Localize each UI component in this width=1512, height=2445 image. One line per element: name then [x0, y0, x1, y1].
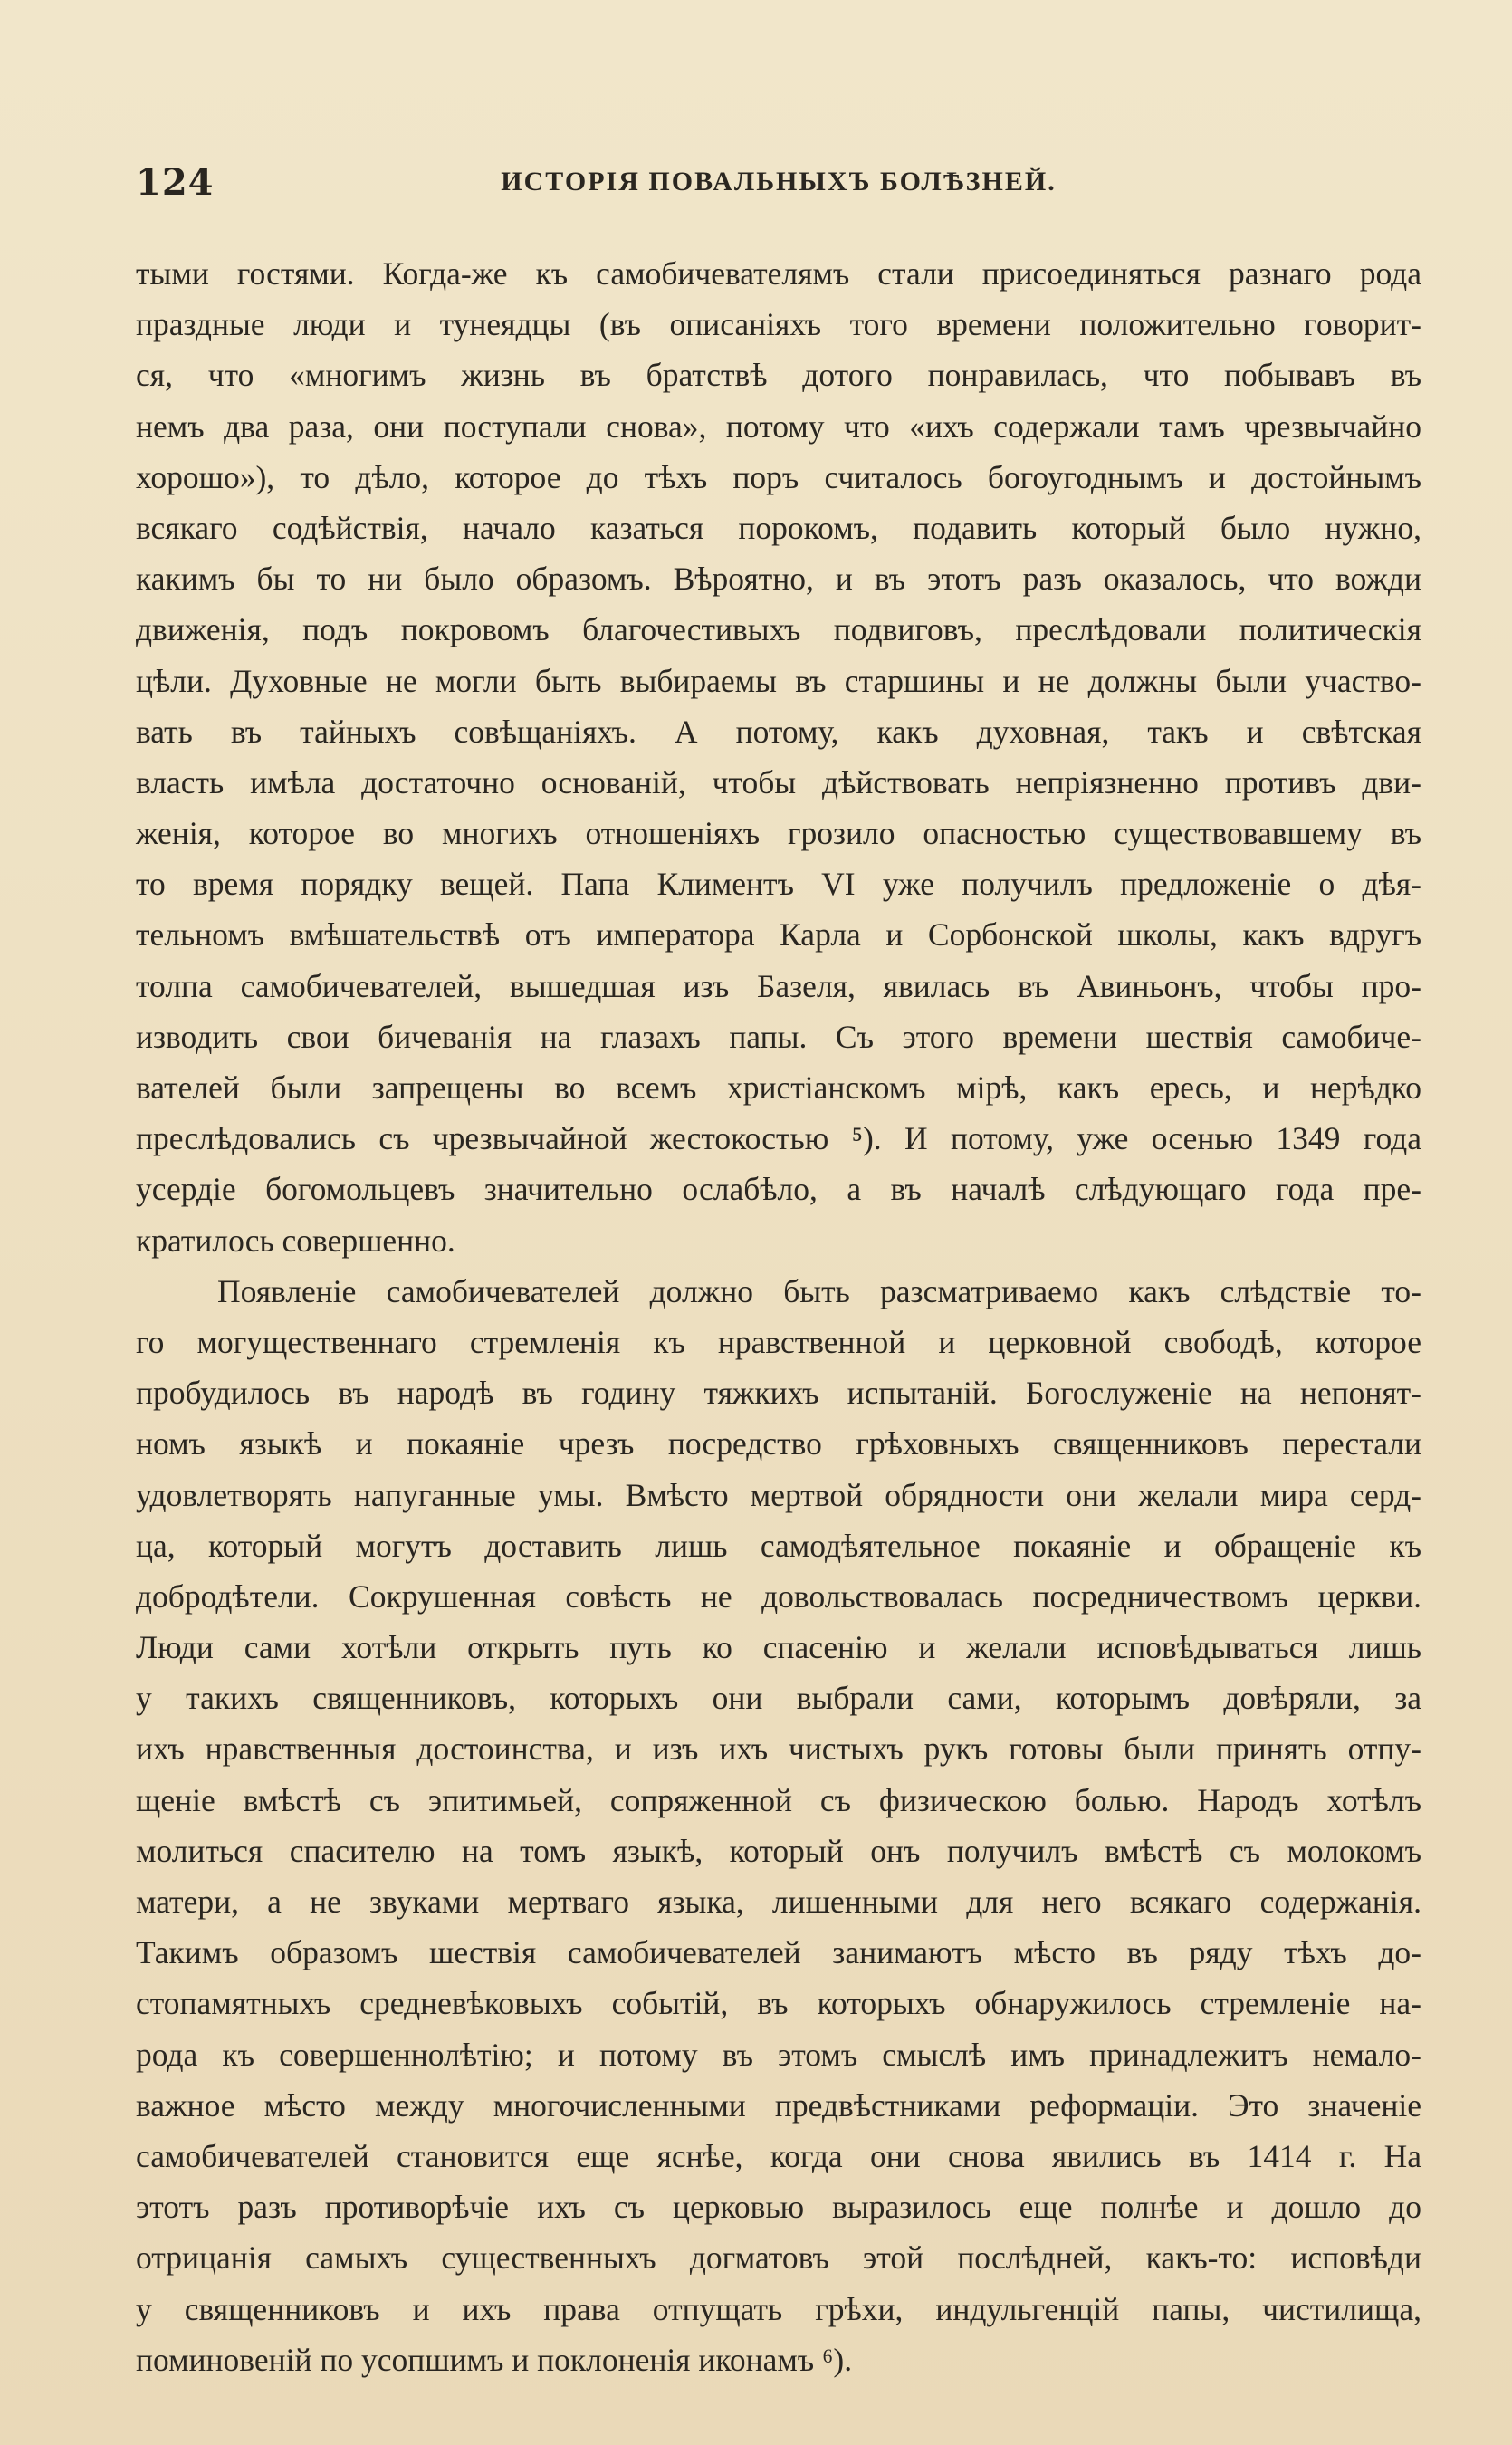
text-line: молиться спасителю на томъ языкѣ, который онъ получилъ вмѣстѣ съ молокомъ	[136, 1832, 1421, 1869]
text-line: самобичевателей становится еще яснѣе, когда они снова явились въ 1414 г. На	[136, 2137, 1421, 2174]
text-line: добродѣтели. Сокрушенная совѣсть не довольствовалась посредничествомъ церкви.	[136, 1577, 1421, 1615]
running-title: ИСТОРІЯ ПОВАЛЬНЫХЪ БОЛѢЗНЕЙ.	[501, 167, 1057, 197]
text-line: пробудилось въ народѣ въ годину тяжкихъ испытаній. Богослуженіе на непонят-	[136, 1375, 1421, 1412]
text-line: движенія, подъ покровомъ благочестивыхъ подвиговъ, преслѣдовали политическія	[136, 611, 1421, 648]
text-line: Появленіе самобичевателей должно быть разсматриваемо какъ слѣдствіе то-	[217, 1272, 1421, 1309]
text-line: номъ языкѣ и покаяніе чрезъ посредство грѣховныхъ священниковъ перестали	[136, 1425, 1421, 1462]
text-line: ся, что «многимъ жизнь въ братствѣ дотого понравилась, что побывавъ въ	[136, 357, 1421, 394]
page-number: 124	[136, 161, 215, 204]
text-line: у такихъ священниковъ, которыхъ они выбрали сами, которымъ довѣряли, за	[136, 1680, 1421, 1717]
text-line: рода къ совершеннолѣтію; и потому въ этомъ смыслѣ имъ принадлежитъ немало-	[136, 2036, 1421, 2073]
text-line: поминовеній по усопшимъ и поклоненія иконамъ ⁶).	[136, 2341, 853, 2378]
text-line: ца, который могутъ доставить лишь самодѣятельное покаяніе и обращеніе къ	[136, 1527, 1421, 1564]
text-line: го могущественнаго стремленія къ нравственной и церковной свободѣ, которое	[136, 1323, 1421, 1360]
text-line: кратилось совершенно.	[136, 1222, 455, 1259]
page-header	[136, 161, 1421, 216]
text-line: этотъ разъ противорѣчіе ихъ съ церковью выразилось еще полнѣе и дошло до	[136, 2189, 1421, 2226]
text-line: тельномъ вмѣшательствѣ отъ императора Карла и Сорбонской школы, какъ вдругъ	[136, 916, 1421, 954]
paragraph-1	[136, 248, 1421, 1266]
text-line: немъ два раза, они поступали снова», потому что «ихъ содержали тамъ чрезвычайно	[136, 408, 1421, 445]
text-line: удовлетворять напуганные умы. Вмѣсто мертвой обрядности они желали мира серд-	[136, 1476, 1421, 1513]
text-line: то время порядку вещей. Папа Климентъ VI уже получилъ предложеніе о дѣя-	[136, 866, 1421, 903]
text-line: толпа самобичевателей, вышедшая изъ Базеля, явилась въ Авиньонъ, чтобы про-	[136, 967, 1421, 1004]
text-line: матери, а не звуками мертваго языка, лишенными для него всякаго содержанія.	[136, 1884, 1421, 1920]
text-line: власть имѣла достаточно основаній, чтобы дѣйствовать непріязненно противъ дви-	[136, 763, 1421, 801]
text-line: вать въ тайныхъ совѣщаніяхъ. А потому, какъ духовная, такъ и свѣтская	[136, 713, 1421, 750]
text-line: тыми гостями. Когда-же къ самобичевателямъ стали присоединяться разнаго рода	[136, 255, 1421, 292]
text-line: ихъ нравственныя достоинства, и изъ ихъ чистыхъ рукъ готовы были принять отпу-	[136, 1731, 1421, 1768]
text-line: отрицанія самыхъ существенныхъ догматовъ этой послѣдней, какъ-то: исповѣди	[136, 2239, 1421, 2277]
paragraph-2	[136, 1266, 1421, 2385]
text-line: усердіе богомольцевъ значительно ослабѣло, а въ началѣ слѣдующаго года пре-	[136, 1171, 1421, 1208]
text-line: женія, которое во многихъ отношеніяхъ грозило опасностью существовавшему въ	[136, 815, 1421, 852]
text-line: у священниковъ и ихъ права отпущать грѣхи, индульгенцій папы, чистилища,	[136, 2290, 1421, 2327]
body-text	[136, 248, 1421, 2385]
text-line: хорошо»), то дѣло, которое до тѣхъ поръ считалось богоугоднымъ и достойнымъ	[136, 458, 1421, 495]
text-line: вателей были запрещены во всемъ христіанскомъ мірѣ, какъ ересь, и нерѣдко	[136, 1069, 1421, 1106]
text-line: стопамятныхъ средневѣковыхъ событій, въ которыхъ обнаружилось стремленіе на-	[136, 1985, 1421, 2022]
text-line: всякаго содѣйствія, начало казаться порокомъ, подавить который было нужно,	[136, 509, 1421, 546]
text-line: Такимъ образомъ шествія самобичевателей занимаютъ мѣсто въ ряду тѣхъ до-	[136, 1934, 1421, 1971]
text-line: щеніе вмѣстѣ съ эпитимьей, сопряженной съ физическою болью. Народъ хотѣлъ	[136, 1781, 1421, 1818]
text-line: важное мѣсто между многочисленными предвѣстниками реформаціи. Это значеніе	[136, 2086, 1421, 2124]
text-line: цѣли. Духовные не могли быть выбираемы въ старшины и не должны были участво-	[136, 662, 1421, 699]
text-line: Люди сами хотѣли открыть путь ко спасенію и желали исповѣдываться лишь	[136, 1629, 1421, 1666]
text-line: какимъ бы то ни было образомъ. Вѣроятно, и въ этотъ разъ оказалось, что вожди	[136, 561, 1421, 598]
text-line: преслѣдовались съ чрезвычайной жестокостью ⁵). И потому, уже осенью 1349 года	[136, 1120, 1421, 1157]
text-line: изводить свои бичеванія на глазахъ папы. Съ этого времени шествія самобиче-	[136, 1018, 1421, 1055]
text-line: праздные люди и тунеядцы (въ описаніяхъ того времени положительно говорит-	[136, 306, 1421, 343]
